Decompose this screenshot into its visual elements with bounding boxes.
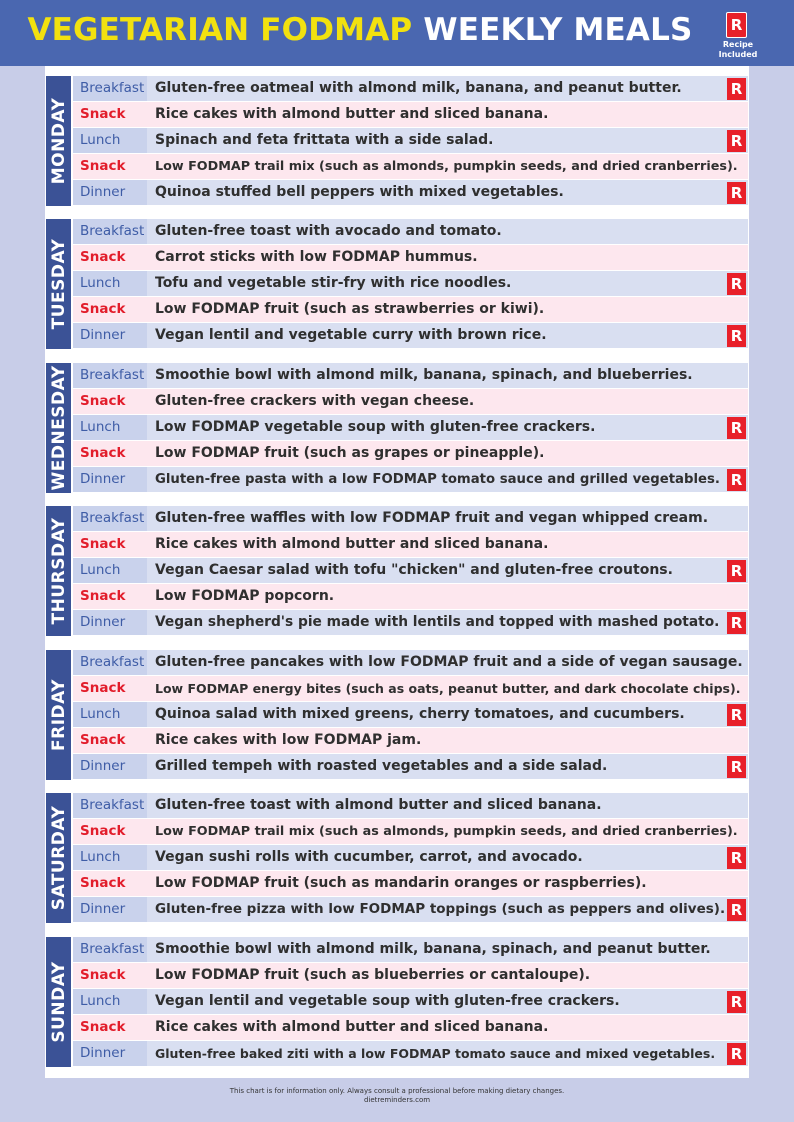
meal-row [73, 76, 748, 101]
meal-type: Lunch [73, 128, 147, 153]
recipe-icon[interactable]: R [727, 847, 746, 869]
recipe-legend-caption-line1: Recipe [722, 40, 754, 49]
meal-description: Rice cakes with almond butter and sliced banana. [155, 1019, 549, 1035]
meal-description: Low FODMAP vegetable soup with gluten-free crackers. [155, 419, 596, 435]
meal-row [73, 154, 748, 179]
meal-description: Low FODMAP fruit (such as grapes or pineapple). [155, 445, 545, 461]
meal-description: Quinoa salad with mixed greens, cherry tomatoes, and cucumbers. [155, 706, 685, 722]
recipe-icon[interactable]: R [727, 1043, 746, 1065]
meal-type: Snack [80, 680, 126, 696]
recipe-icon[interactable]: R [727, 469, 746, 491]
meal-row [73, 245, 748, 270]
meal-description: Carrot sticks with low FODMAP hummus. [155, 249, 478, 265]
meal-type: Snack [80, 823, 126, 839]
recipe-icon[interactable]: R [727, 991, 746, 1013]
meal-type: Breakfast [73, 363, 147, 388]
meal-row [73, 1041, 748, 1066]
meal-description: Tofu and vegetable stir-fry with rice noodles. [155, 275, 512, 291]
meal-row [73, 363, 748, 388]
day-name: SUNDAY [48, 961, 69, 1043]
meal-row [73, 897, 748, 922]
meal-row [73, 532, 748, 557]
meal-type: Dinner [73, 323, 147, 348]
recipe-icon[interactable]: R [727, 899, 746, 921]
meal-row [73, 467, 748, 492]
meal-row [73, 389, 748, 414]
title-part2: WEEKLY MEALS [423, 12, 693, 48]
day-label [46, 76, 71, 206]
day-label [46, 363, 71, 493]
meal-row [73, 271, 748, 296]
meal-row [73, 871, 748, 896]
meal-description: Rice cakes with almond butter and sliced banana. [155, 536, 549, 552]
day-block-tuesday [46, 219, 748, 349]
meal-description: Gluten-free oatmeal with almond milk, banana, and peanut butter. [155, 80, 682, 96]
meal-description: Gluten-free toast with avocado and tomato. [155, 223, 502, 239]
meal-description: Low FODMAP energy bites (such as oats, peanut butter, and dark chocolate chips). [155, 681, 741, 696]
meal-row [73, 845, 748, 870]
meal-row [73, 128, 748, 153]
meal-type: Lunch [73, 271, 147, 296]
meal-row [73, 323, 748, 348]
meal-type: Snack [80, 732, 126, 748]
meal-type: Dinner [73, 897, 147, 922]
meal-type: Lunch [73, 989, 147, 1014]
meal-row [73, 584, 748, 609]
meal-type: Snack [80, 301, 126, 317]
meal-type: Snack [80, 875, 126, 891]
footer-website: dietreminders.com [363, 1096, 431, 1104]
meal-type: Breakfast [73, 650, 147, 675]
meal-type: Breakfast [73, 219, 147, 244]
meal-type: Breakfast [73, 937, 147, 962]
meal-row [73, 1015, 748, 1040]
meal-description: Gluten-free waffles with low FODMAP fruit and vegan whipped cream. [155, 510, 709, 526]
meal-row [73, 937, 748, 962]
day-block-monday [46, 76, 748, 206]
meal-type: Snack [80, 158, 126, 174]
meal-row [73, 989, 748, 1014]
meal-description: Vegan Caesar salad with tofu "chicken" and gluten-free croutons. [155, 562, 673, 578]
header-bar [0, 0, 794, 66]
meal-description: Grilled tempeh with roasted vegetables and a side salad. [155, 758, 608, 774]
day-name: FRIDAY [48, 679, 69, 751]
meal-description: Rice cakes with low FODMAP jam. [155, 732, 422, 748]
meal-type: Dinner [73, 610, 147, 635]
day-label [46, 937, 71, 1067]
meal-description: Quinoa stuffed bell peppers with mixed vegetables. [155, 184, 564, 200]
meal-description: Vegan sushi rolls with cucumber, carrot, and avocado. [155, 849, 583, 865]
meal-row [73, 793, 748, 818]
recipe-legend-caption-line2: Included [718, 50, 758, 59]
meal-description: Vegan lentil and vegetable curry with brown rice. [155, 327, 547, 343]
page-title [0, 12, 720, 48]
day-name: SATURDAY [48, 805, 69, 911]
day-name: THURSDAY [48, 517, 69, 625]
meal-type: Lunch [73, 702, 147, 727]
title-part1: VEGETARIAN FODMAP [27, 12, 413, 48]
meal-description: Gluten-free pizza with low FODMAP toppings (such as peppers and olives). [155, 901, 726, 917]
meal-description: Rice cakes with almond butter and sliced banana. [155, 106, 549, 122]
meal-type: Breakfast [73, 793, 147, 818]
recipe-icon[interactable]: R [727, 612, 746, 634]
meal-description: Low FODMAP fruit (such as strawberries or kiwi). [155, 301, 545, 317]
meal-description: Gluten-free toast with almond butter and sliced banana. [155, 797, 602, 813]
meal-row [73, 415, 748, 440]
meal-type: Snack [80, 1019, 126, 1035]
meal-description: Gluten-free pasta with a low FODMAP tomato sauce and grilled vegetables. [155, 472, 720, 487]
meal-type: Breakfast [73, 76, 147, 101]
recipe-icon[interactable]: R [727, 78, 746, 100]
meal-row [73, 441, 748, 466]
recipe-legend-badge: R [726, 12, 747, 38]
meal-row [73, 728, 748, 753]
recipe-icon[interactable]: R [727, 560, 746, 582]
meal-description: Smoothie bowl with almond milk, banana, spinach, and peanut butter. [155, 941, 711, 957]
meal-row [73, 702, 748, 727]
day-block-friday [46, 650, 748, 780]
meal-row [73, 610, 748, 635]
meal-description: Vegan lentil and vegetable soup with gluten-free crackers. [155, 993, 620, 1009]
meal-row [73, 297, 748, 322]
meal-type: Breakfast [73, 506, 147, 531]
day-name: MONDAY [48, 97, 69, 185]
meal-description: Low FODMAP trail mix (such as almonds, pumpkin seeds, and dried cranberries). [155, 824, 738, 839]
meal-description: Low FODMAP fruit (such as mandarin oranges or raspberries). [155, 875, 647, 891]
day-label [46, 793, 71, 923]
day-label [46, 219, 71, 349]
meal-description: Gluten-free pancakes with low FODMAP fruit and a side of vegan sausage. [155, 654, 743, 670]
recipe-icon[interactable]: R [727, 756, 746, 778]
meal-description: Gluten-free crackers with vegan cheese. [155, 393, 475, 409]
day-name: WEDNESDAY [48, 365, 69, 491]
meal-type: Snack [80, 536, 126, 552]
meal-description: Spinach and feta frittata with a side salad. [155, 132, 494, 148]
recipe-legend-caption [714, 40, 762, 60]
meal-type: Snack [80, 249, 126, 265]
meal-type: Snack [80, 106, 126, 122]
meal-type: Dinner [73, 467, 147, 492]
recipe-icon[interactable]: R [727, 273, 746, 295]
meal-description: Smoothie bowl with almond milk, banana, spinach, and blueberries. [155, 367, 693, 383]
recipe-icon[interactable]: R [727, 130, 746, 152]
meal-row [73, 819, 748, 844]
recipe-icon[interactable]: R [727, 325, 746, 347]
meal-row [73, 558, 748, 583]
recipe-icon[interactable]: R [727, 704, 746, 726]
day-block-wednesday [46, 363, 748, 493]
meal-description: Vegan shepherd's pie made with lentils and topped with mashed potato. [155, 614, 720, 630]
meal-description: Low FODMAP popcorn. [155, 588, 335, 604]
day-label [46, 506, 71, 636]
meal-type: Snack [80, 445, 126, 461]
meal-type: Dinner [73, 180, 147, 205]
meal-type: Dinner [73, 754, 147, 779]
day-block-sunday [46, 937, 748, 1067]
footer-disclaimer: This chart is for information only. Always consult a professional before making dietary changes. [229, 1087, 565, 1095]
day-block-saturday [46, 793, 748, 923]
meal-description: Low FODMAP fruit (such as blueberries or cantaloupe). [155, 967, 591, 983]
day-label [46, 650, 71, 780]
meal-type: Lunch [73, 845, 147, 870]
meal-row [73, 650, 748, 675]
day-block-thursday [46, 506, 748, 636]
meal-type: Snack [80, 588, 126, 604]
meal-type: Snack [80, 393, 126, 409]
meal-row [73, 219, 748, 244]
day-name: TUESDAY [48, 238, 69, 330]
meal-description: Low FODMAP trail mix (such as almonds, pumpkin seeds, and dried cranberries). [155, 159, 738, 174]
meal-row [73, 676, 748, 701]
recipe-icon[interactable]: R [727, 417, 746, 439]
meal-type: Snack [80, 967, 126, 983]
meal-row [73, 963, 748, 988]
meal-row [73, 102, 748, 127]
meal-description: Gluten-free baked ziti with a low FODMAP tomato sauce and mixed vegetables. [155, 1046, 716, 1061]
recipe-icon[interactable]: R [727, 182, 746, 204]
meal-row [73, 180, 748, 205]
footer [0, 1087, 794, 1105]
meal-row [73, 754, 748, 779]
meal-type: Lunch [73, 415, 147, 440]
meal-type: Lunch [73, 558, 147, 583]
meal-type: Dinner [73, 1041, 147, 1066]
meal-row [73, 506, 748, 531]
